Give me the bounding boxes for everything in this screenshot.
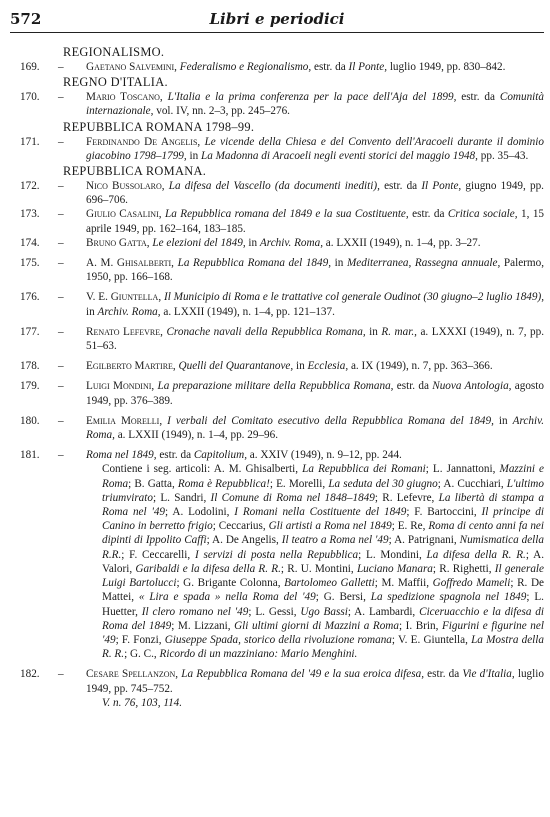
- entry-number: 171.: [20, 135, 40, 148]
- italic-title: La difesa del Vascello (da documenti inediti),: [168, 180, 380, 193]
- italic-title: Nuova Antologia,: [432, 380, 512, 393]
- italic-title: Ricordo di un mazziniano: Mario Menghini.: [159, 648, 358, 661]
- entry-dash: –: [58, 291, 64, 304]
- entry-text: ; L. Mondini,: [358, 548, 427, 561]
- italic-title: Roma di cento anni fa nei dipinti di Ippolito Caffi: [102, 520, 545, 547]
- entry-text: agosto 1949, pp. 376–389.: [86, 380, 544, 407]
- italic-title: Mazzini e Roma: [102, 463, 544, 490]
- italic-title: Comunità internazionale,: [86, 91, 544, 118]
- entry-author: A. M. Ghisalberti,: [86, 257, 174, 270]
- italic-title: Roma nel 1849,: [86, 449, 157, 462]
- bibliography-entry: [20, 325, 544, 353]
- entry-text: ; F. Ceccarelli,: [121, 548, 195, 561]
- italic-title: Cronache navali della Repubblica Romana,: [166, 325, 366, 338]
- entry-number: 177.: [20, 325, 40, 338]
- italic-title: Le vicende della Chiesa e del Convento dell'Aracoeli durante il dominio giacobino 1798–1799,: [86, 135, 544, 162]
- italic-title: La libertà di stampa a Roma nel '49: [102, 491, 544, 519]
- italic-title: Vie d'Italia,: [462, 668, 515, 681]
- italic-title: La Repubblica dei Romani: [302, 463, 426, 476]
- italic-title: Archiv. Roma,: [97, 305, 161, 318]
- entry-text: a. LXXXI (1949), n. 7, pp. 51–63.: [86, 325, 545, 353]
- entry-text: 1, 15 aprile 1949, pp. 162–164, 183–185.: [86, 208, 545, 235]
- bibliography-entry: [20, 359, 544, 373]
- entry-text: ; R. Lefevre,: [374, 491, 439, 504]
- italic-title: La Madonna di Aracoeli negli eventi storici del maggio 1948,: [200, 149, 478, 162]
- italic-title: Critica sociale,: [447, 208, 518, 221]
- entry-author: Gaetano Salvemini,: [86, 61, 177, 73]
- entry-text: ; G. C.,: [124, 648, 160, 661]
- bibliography-entry: [20, 448, 544, 661]
- entry-text: pp. 35–43.: [477, 149, 529, 162]
- section-heading: REPUBBLICA ROMANA.: [63, 164, 207, 179]
- section-heading: REPUBBLICA ROMANA 1798–99.: [63, 119, 255, 134]
- entry-dash: –: [58, 668, 64, 681]
- entry-number: 181.: [20, 449, 40, 462]
- entry-text: ; G. Bersi,: [315, 591, 371, 604]
- entry-text: a. IX (1949), n. 7, pp. 363–366.: [348, 360, 493, 373]
- entry-text: ; R. U. Montini,: [280, 562, 357, 575]
- entry-text: ; G. Brigante Colonna,: [176, 577, 285, 590]
- entry-dash: –: [58, 180, 64, 193]
- entry-text: in: [86, 305, 98, 318]
- entry-dash: –: [58, 257, 64, 270]
- bibliography-entry: [20, 207, 544, 235]
- italic-title: La Repubblica Romana del 1849,: [177, 257, 332, 270]
- entry-text: luglio 1949, pp. 745–752.: [86, 668, 544, 695]
- entry-text: ; I. Brin,: [398, 619, 442, 632]
- italic-title: « Lira e spada » nella Roma del '49: [138, 591, 316, 604]
- italic-title: La preparazione militare della Repubblica Romana,: [157, 380, 394, 393]
- entry-text: luglio 1949, pp. 830–842.: [387, 61, 506, 73]
- entry-text: Palermo, 1950, pp. 166–168.: [86, 257, 544, 284]
- italic-title: Garibaldi e la difesa della R. R.: [135, 562, 281, 575]
- entry-text: ; L. Huetter,: [102, 591, 544, 618]
- entry-text: ; A. Cucchiari,: [437, 477, 507, 490]
- entry-text: ; M. Lizzani,: [171, 619, 235, 632]
- italic-title: I verbali del Comitato esecutivo della Repubblica Romana del 1849,: [167, 414, 494, 427]
- entry-text: ; F. Fonzi,: [115, 633, 165, 646]
- entry-author: Giulio Casalini,: [86, 208, 162, 221]
- italic-title: La Repubblica romana del 1849 e la sua Costituente,: [165, 208, 409, 221]
- entry-text: ; R. De Mattei,: [102, 577, 545, 604]
- entry-text: in: [331, 257, 347, 270]
- entry-author: Renato Lefevre,: [86, 325, 163, 338]
- entry-author: Emilia Morelli,: [86, 414, 163, 427]
- entry-author: Cesare Spellanzon,: [86, 668, 179, 681]
- entry-number: 180.: [20, 414, 40, 427]
- bibliography-entry: [20, 667, 544, 710]
- italic-title: Il clero romano nel '49: [141, 605, 249, 618]
- italic-title: L'ultimo triumvirato: [102, 477, 544, 504]
- entry-text: Contiene i seg. articoli: A. M. Ghisalberti,: [102, 463, 303, 476]
- entry-text: ; V. E. Giuntella,: [391, 633, 472, 646]
- entry-text: ; A. De Angelis,: [206, 534, 282, 547]
- entry-number: 170.: [20, 91, 40, 104]
- entry-text: ; A. Lodolini,: [165, 506, 235, 519]
- entry-text: in: [365, 325, 382, 338]
- italic-title: Archiv. Roma,: [259, 236, 323, 249]
- entry-author: V. E. Giuntella,: [86, 291, 162, 304]
- entry-text: estr. da: [393, 380, 433, 393]
- bibliography-list: [20, 44, 544, 710]
- entry-text: ; L. Gessi,: [248, 605, 301, 618]
- entry-text: in: [293, 360, 308, 373]
- entry-dash: –: [58, 236, 64, 249]
- entry-text: in: [493, 414, 513, 427]
- bibliography-entry: [20, 90, 544, 118]
- italic-title: Goffredo Mameli: [432, 577, 511, 590]
- entry-dash: –: [58, 360, 64, 373]
- italic-title: Ecclesia,: [307, 360, 349, 373]
- bibliography-entry: [20, 379, 544, 407]
- italic-title: R. mar.,: [381, 325, 417, 338]
- italic-title: La seduta del 30 giugno: [328, 477, 438, 490]
- running-header: [10, 10, 544, 33]
- entry-dash: –: [58, 380, 64, 393]
- entry-text: ; E. Re,: [391, 520, 429, 533]
- entry-author: Mario Toscano,: [86, 91, 163, 104]
- italic-title: Quelli del Quarantanove,: [178, 360, 294, 373]
- entry-text: estr. da: [424, 668, 463, 681]
- entry-number: 173.: [20, 208, 40, 221]
- italic-title: L'Italia e la prima conferenza per la pace dell'Aja del 1899,: [167, 91, 457, 104]
- italic-title: Gli artisti a Roma nel 1849: [268, 520, 392, 533]
- entry-text: estr. da: [379, 180, 422, 193]
- entry-author: Ferdinando De Angelis,: [86, 135, 201, 148]
- entry-number: 179.: [20, 380, 40, 393]
- italic-title: Figurini e figurine nel '49: [102, 619, 544, 646]
- entry-text: ; A. Valori,: [102, 548, 545, 575]
- italic-title: La spedizione spagnola nel 1849: [370, 591, 527, 604]
- italic-title: Mediterranea, Rassegna annuale,: [346, 257, 501, 270]
- bibliography-entry: [20, 256, 544, 284]
- italic-title: Il teatro a Roma nel '49: [281, 534, 389, 547]
- entry-number: 174.: [20, 236, 40, 249]
- italic-title: Numismatica della R.R.: [102, 534, 544, 561]
- bibliography-entry: [20, 135, 544, 163]
- entry-text: ; R. Righetti,: [432, 562, 495, 575]
- entry-number: 172.: [20, 180, 40, 193]
- entry-number: 178.: [20, 360, 40, 373]
- italic-title: Capitolium,: [193, 449, 247, 462]
- italic-title: Il Comune di Roma nel 1848–1849: [210, 491, 375, 504]
- entry-text: giugno 1949, pp. 696–706.: [86, 180, 544, 207]
- entry-text: estr. da: [408, 208, 448, 221]
- italic-title: La difesa della R. R.: [426, 548, 526, 561]
- entry-dash: –: [58, 135, 64, 148]
- bibliography-entry: [20, 414, 544, 442]
- bibliography-entry: [20, 236, 544, 250]
- entry-text: ; B. Gatta,: [128, 477, 178, 490]
- entry-text: a. XXIV (1949), n. 9–12, pp. 244.: [247, 449, 402, 462]
- entry-text: ; L. Sandri,: [152, 491, 211, 504]
- entry-dash: –: [58, 414, 64, 427]
- italic-title: La Repubblica Romana del '49 e la sua eroica difesa,: [181, 668, 424, 681]
- italic-title: Gli ultimi giorni di Mazzini a Roma: [234, 619, 399, 632]
- entry-text: a. LXXII (1949), n. 1–4, pp. 3–27.: [323, 236, 481, 249]
- italic-title: I Romani nella Costituente del 1849: [234, 506, 407, 519]
- bibliography-entry: [20, 290, 544, 318]
- entry-text: estr. da: [311, 61, 349, 73]
- entry-text: ; Ceccarius,: [212, 520, 269, 533]
- entry-text: estr. da: [156, 449, 194, 462]
- entry-text: a. LXXII (1949), n. 1–4, pp. 29–96.: [114, 429, 279, 442]
- entry-text: in: [245, 236, 260, 249]
- entry-dash: –: [58, 449, 64, 462]
- italic-title: Ugo Bassi: [300, 605, 348, 618]
- italic-title: Bartolomeo Galletti: [284, 577, 375, 590]
- entry-dash: –: [58, 208, 64, 221]
- italic-title: Giuseppe Spada, storico della rivoluzione romana: [164, 633, 392, 646]
- entry-author: Nico Bussolaro,: [86, 180, 165, 193]
- section-heading: REGIONALISMO.: [63, 45, 165, 59]
- entry-author: Egilberto Martire,: [86, 360, 176, 373]
- italic-title: Luciano Manara: [356, 562, 433, 575]
- entry-text: ; F. Bartoccini,: [406, 506, 482, 519]
- entry-dash: –: [58, 91, 64, 104]
- italic-title: Il Municipio di Roma e le trattative col generale Oudinot (30 giugno–2 luglio 1849),: [163, 291, 545, 304]
- entry-contents: [86, 696, 544, 710]
- italic-title: Il principe di Canino in berretto frigio: [102, 506, 544, 533]
- entry-text: ; M. Maffii,: [374, 577, 433, 590]
- italic-title: I servizi di posta nella Repubblica: [194, 548, 359, 561]
- italic-title: Ciceruacchio e la difesa di Roma del 1849: [102, 605, 544, 632]
- entry-text: estr. da: [456, 91, 500, 104]
- entry-text: ; E. Morelli,: [269, 477, 329, 490]
- entry-text: in: [186, 149, 201, 162]
- italic-title: V. n. 76, 103, 114.: [102, 696, 183, 709]
- entry-contents: [86, 462, 544, 661]
- entry-author: Bruno Gatta,: [86, 236, 150, 249]
- italic-title: Federalismo e Regionalismo,: [179, 61, 312, 73]
- entry-number: 182.: [20, 668, 40, 681]
- entry-number: 169.: [20, 61, 40, 73]
- italic-title: La Mostra della R. R.: [102, 633, 544, 661]
- running-title: Libri e periodici: [209, 10, 345, 28]
- section-heading: REGNO D'ITALIA.: [63, 75, 168, 90]
- bibliography-entry: [20, 60, 544, 74]
- entry-text: a. LXXII (1949), n. 1–4, pp. 121–137.: [160, 305, 335, 318]
- bibliography-entry: [20, 179, 544, 207]
- entry-number: 175.: [20, 257, 40, 270]
- entry-dash: –: [58, 325, 64, 338]
- italic-title: Roma è Repubblica!: [177, 477, 270, 490]
- italic-title: Archiv. Roma,: [86, 414, 544, 442]
- page-number: 572: [10, 10, 42, 28]
- entry-author: Luigi Mondini,: [86, 380, 155, 393]
- entry-text: vol. IV, nn. 2–3, pp. 245–276.: [153, 105, 290, 118]
- entry-text: ; L. Jannattoni,: [425, 463, 500, 476]
- italic-title: Il Ponte,: [421, 180, 462, 193]
- entry-text: ; A. Patrignani,: [388, 534, 460, 547]
- entry-text: ; A. Lambardi,: [347, 605, 420, 618]
- italic-title: Le elezioni del 1849,: [152, 236, 246, 249]
- entry-number: 176.: [20, 291, 40, 304]
- entry-dash: –: [58, 61, 64, 73]
- italic-title: Il Ponte,: [348, 61, 388, 73]
- italic-title: Il generale Luigi Bartolucci: [102, 562, 545, 590]
